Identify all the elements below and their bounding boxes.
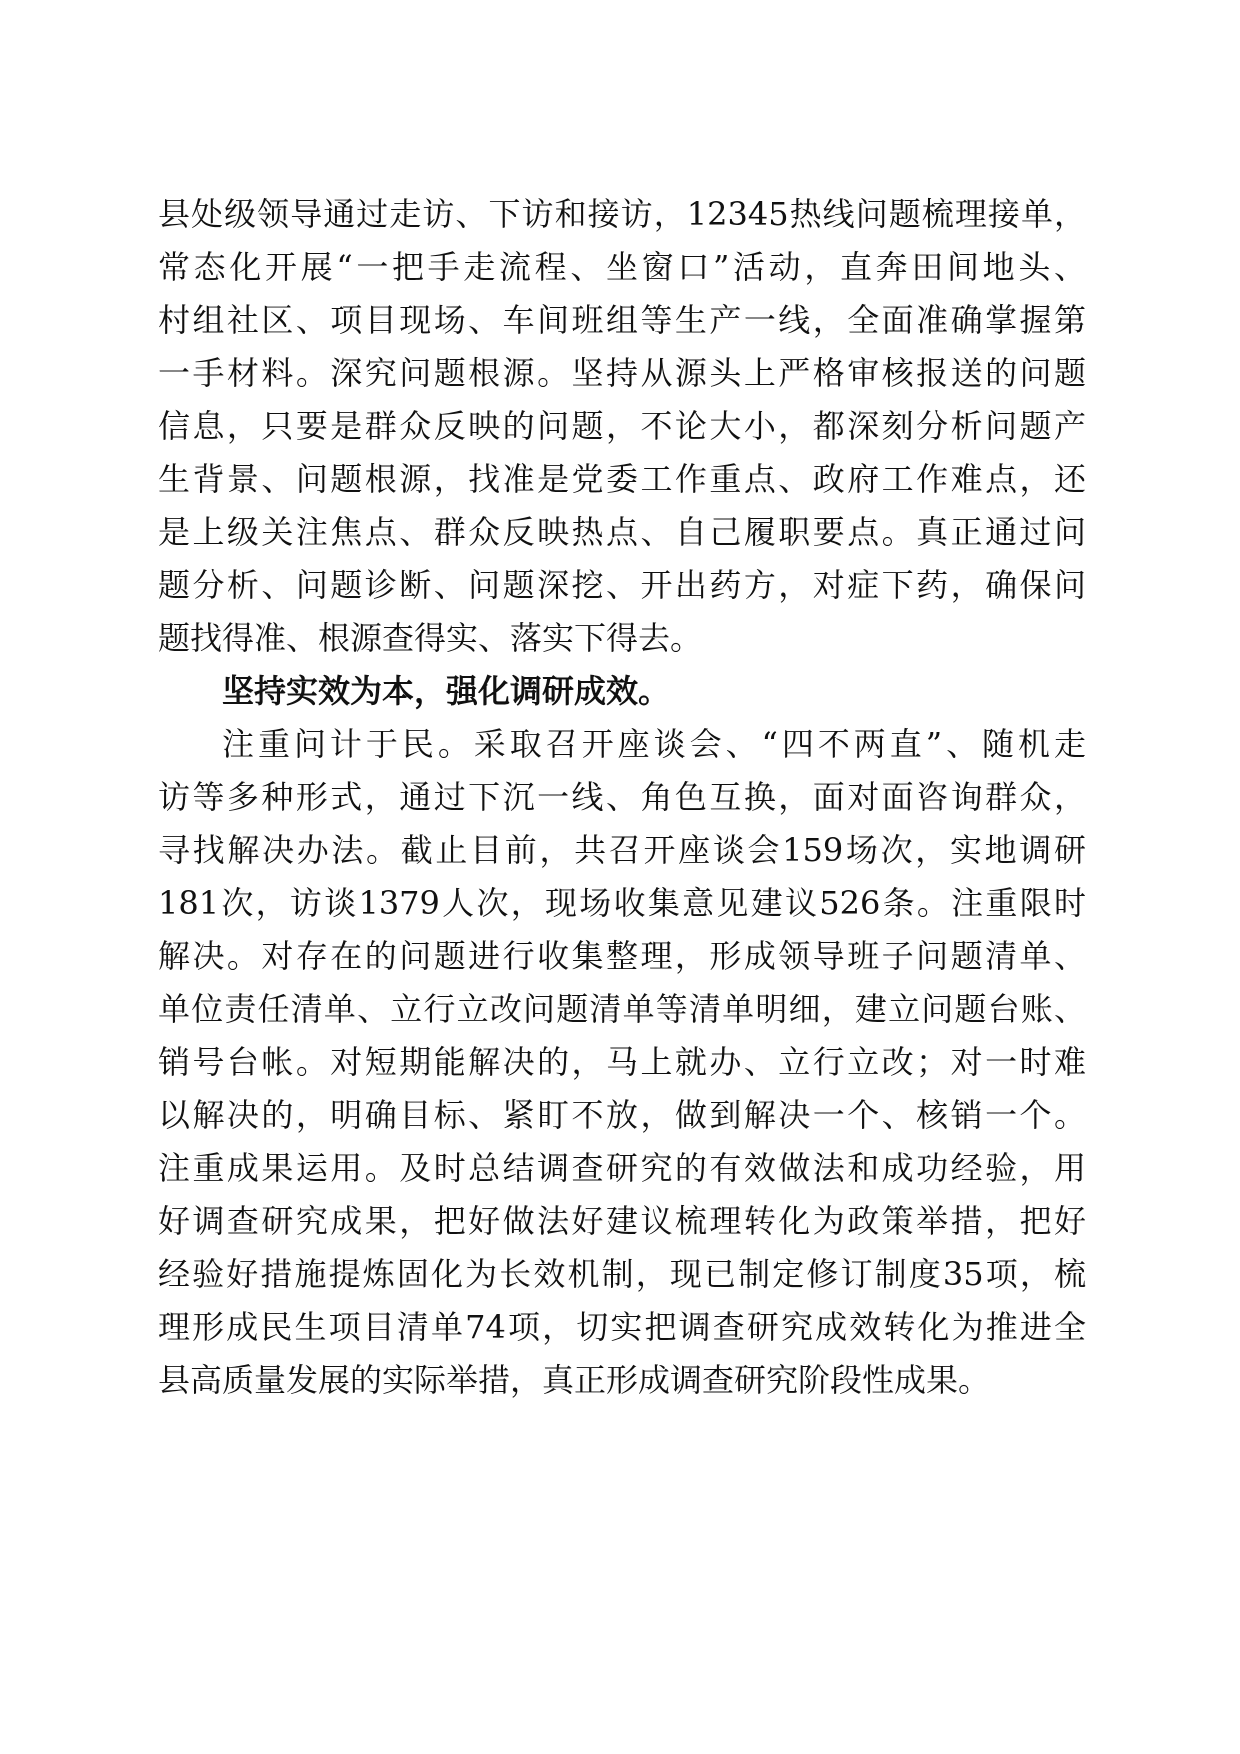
text-line: 信息，只要是群众反映的问题，不论大小，都深刻分析问题产 <box>158 407 1086 445</box>
text-line: 以解决的，明确目标、紧盯不放，做到解决一个、核销一个。 <box>158 1096 1086 1134</box>
paragraph-2 <box>158 718 1086 1407</box>
text-line: 解决。对存在的问题进行收集整理，形成领导班子问题清单、 <box>158 937 1086 975</box>
paragraph-1 <box>158 188 1086 665</box>
text-line: 单位责任清单、立行立改问题清单等清单明细，建立问题台账、 <box>158 990 1086 1028</box>
text-line: 常态化开展“一把手走流程、坐窗口”活动，直奔田间地头、 <box>158 248 1086 286</box>
document-page <box>158 188 1086 1407</box>
text-line: 生背景、问题根源，找准是党委工作重点、政府工作难点，还 <box>158 460 1086 498</box>
text-line: 访等多种形式，通过下沉一线、角色互换，面对面咨询群众， <box>158 778 1086 816</box>
text-line: 好调查研究成果，把好做法好建议梳理转化为政策举措，把好 <box>158 1202 1086 1240</box>
text-line: 注重成果运用。及时总结调查研究的有效做法和成功经验，用 <box>158 1149 1086 1187</box>
text-line: 一手材料。深究问题根源。坚持从源头上严格审核报送的问题 <box>158 354 1086 392</box>
text-line: 县高质量发展的实际举措，真正形成调查研究阶段性成果。 <box>158 1361 991 1399</box>
text-line: 村组社区、项目现场、车间班组等生产一线，全面准确掌握第 <box>158 301 1086 339</box>
text-line: 注重问计于民。采取召开座谈会、“四不两直”、随机走 <box>222 725 1086 763</box>
text-line: 理形成民生项目清单74项，切实把调查研究成效转化为推进全 <box>158 1308 1086 1346</box>
text-line: 题找得准、根源查得实、落实下得去。 <box>158 619 703 657</box>
section-heading: 坚持实效为本，强化调研成效。 <box>222 672 671 710</box>
text-line: 题分析、问题诊断、问题深挖、开出药方，对症下药，确保问 <box>158 566 1086 604</box>
text-line: 县处级领导通过走访、下访和接访，12345热线问题梳理接单， <box>158 195 1086 233</box>
text-line: 经验好措施提炼固化为长效机制，现已制定修订制度35项，梳 <box>158 1255 1086 1293</box>
text-line: 销号台帐。对短期能解决的，马上就办、立行立改；对一时难 <box>158 1043 1086 1081</box>
text-line: 寻找解决办法。截止目前，共召开座谈会159场次，实地调研 <box>158 831 1086 869</box>
text-line: 181次，访谈1379人次，现场收集意见建议526条。注重限时 <box>158 884 1086 922</box>
text-line: 是上级关注焦点、群众反映热点、自己履职要点。真正通过问 <box>158 513 1086 551</box>
